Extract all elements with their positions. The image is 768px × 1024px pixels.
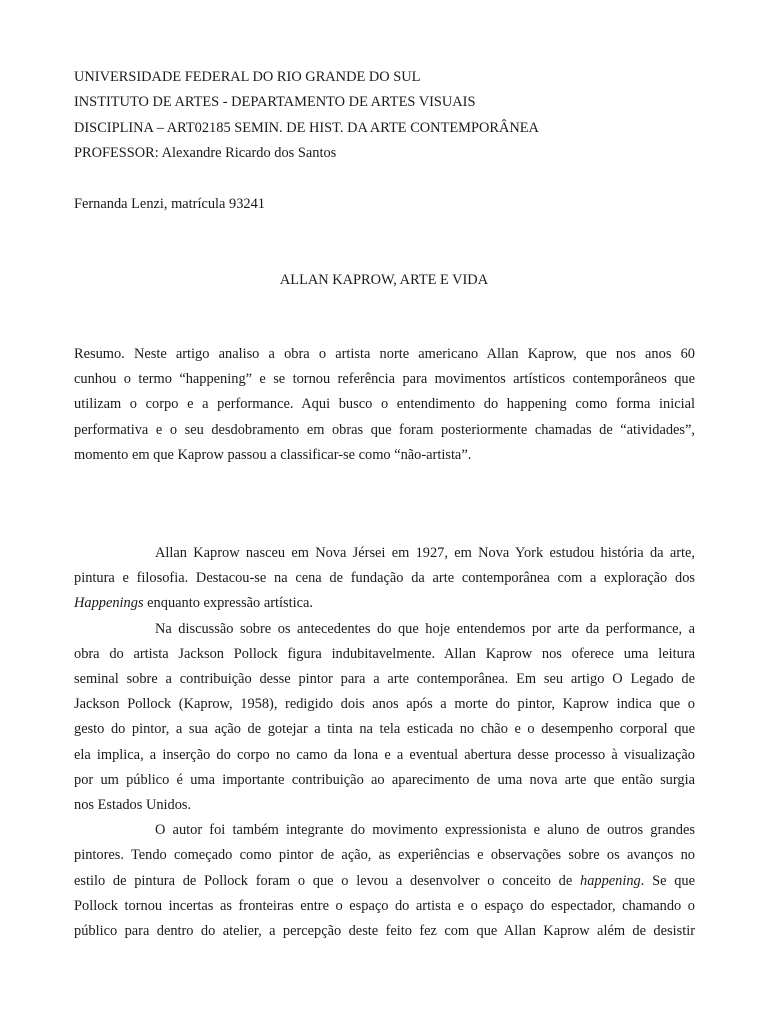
professor-line: PROFESSOR: Alexandre Ricardo dos Santos (74, 144, 337, 161)
paragraph-3-text: . Se que (640, 872, 695, 889)
paragraph-1-line (74, 591, 695, 616)
paragraph-1-line: pintura e filosofia. Destacou-se na cena de fundação da arte contemporânea com a exploração dos (74, 570, 695, 587)
article-title: ALLAN KAPROW, ARTE E VIDA (279, 272, 489, 288)
paragraph-2-line (74, 617, 695, 642)
abstract-line: Resumo. Neste artigo analiso a obra o artista norte americano Allan Kaprow, que nos anos 60 (74, 346, 695, 362)
paragraph-3-text: estilo de pintura de Pollock foram o que o levou a desenvolver o conceito de (74, 872, 580, 889)
paragraph-1-line (74, 541, 695, 566)
paragraph-3-line (74, 869, 695, 894)
paragraph-3-line: Pollock tornou incertas as fronteiras entre o espaço do artista e o espaço do espectador, chamando o (74, 897, 695, 914)
student-line: Fernanda Lenzi, matrícula 93241 (74, 196, 266, 212)
paragraph-2-line: gesto do pintor, a sua ação de gotejar a tinta na tela esticada no chão e o desempenho corporal que (74, 721, 695, 738)
article-body (74, 541, 695, 944)
discipline-line: DISCIPLINA – ART02185 SEMIN. DE HIST. DA ARTE CONTEMPORÂNEA (74, 119, 539, 136)
paragraph-2-line: nos Estados Unidos. (74, 797, 192, 814)
paragraph-2-text: Na discussão sobre os antecedentes do que hoje entendemos por arte da performance, a (155, 620, 695, 637)
abstract-line: cunhou o termo “happening” e se tornou referência para movimentos artísticos contemporâneos que (74, 371, 695, 388)
happenings-italic: Happenings (74, 595, 144, 612)
document-header (74, 65, 694, 166)
institute-line: INSTITUTO DE ARTES - DEPARTAMENTO DE ARTES VISUAIS (74, 94, 476, 111)
abstract (74, 342, 695, 468)
happening-italic: happening (580, 872, 641, 889)
paragraph-3-text: O autor foi também integrante do movimento expressionista e aluno de outros grandes (155, 822, 695, 839)
paragraph-2-line: obra do artista Jackson Pollock figura indubitavelmente. Allan Kaprow nos oferece uma leitura (74, 645, 695, 662)
paragraph-1-text: Allan Kaprow nasceu em Nova Jérsei em 1927, em Nova York estudou história da arte, (155, 545, 695, 561)
paragraph-2-line: ela implica, a inserção do corpo no camo da lona e a eventual abertura desse processo à visualização (74, 746, 695, 763)
paragraph-3-line: pintores. Tendo começado como pintor de ação, as experiências e observações sobre os avanços no (74, 847, 695, 864)
university-line: UNIVERSIDADE FEDERAL DO RIO GRANDE DO SUL (74, 69, 421, 85)
paragraph-3-line: público para dentro do atelier, a percepção deste feito fez com que Allan Kaprow além de desistir (74, 923, 695, 940)
paragraph-1-text: enquanto expressão artística. (143, 595, 313, 612)
paragraph-2-line: Jackson Pollock (Kaprow, 1958), redigido dois anos após a morte do pintor, Kaprow indica que o (74, 696, 695, 713)
paragraph-2-line: por um público é uma importante contribuição ao aparecimento de uma nova arte que então surgia (74, 771, 695, 788)
abstract-line: utilizam o corpo e a performance. Aqui busco o entendimento do happening como forma inicial (74, 396, 695, 413)
abstract-line: performativa e o seu desdobramento em obras que foram posteriormente chamadas de “atividades”, (74, 421, 695, 438)
paragraph-3-line (74, 818, 695, 843)
paragraph-2-line: seminal sobre a contribuição desse pintor para a arte contemporânea. Em seu artigo O Legado de (74, 671, 695, 688)
abstract-line: momento em que Kaprow passou a classificar-se como “não-artista”. (74, 446, 472, 463)
